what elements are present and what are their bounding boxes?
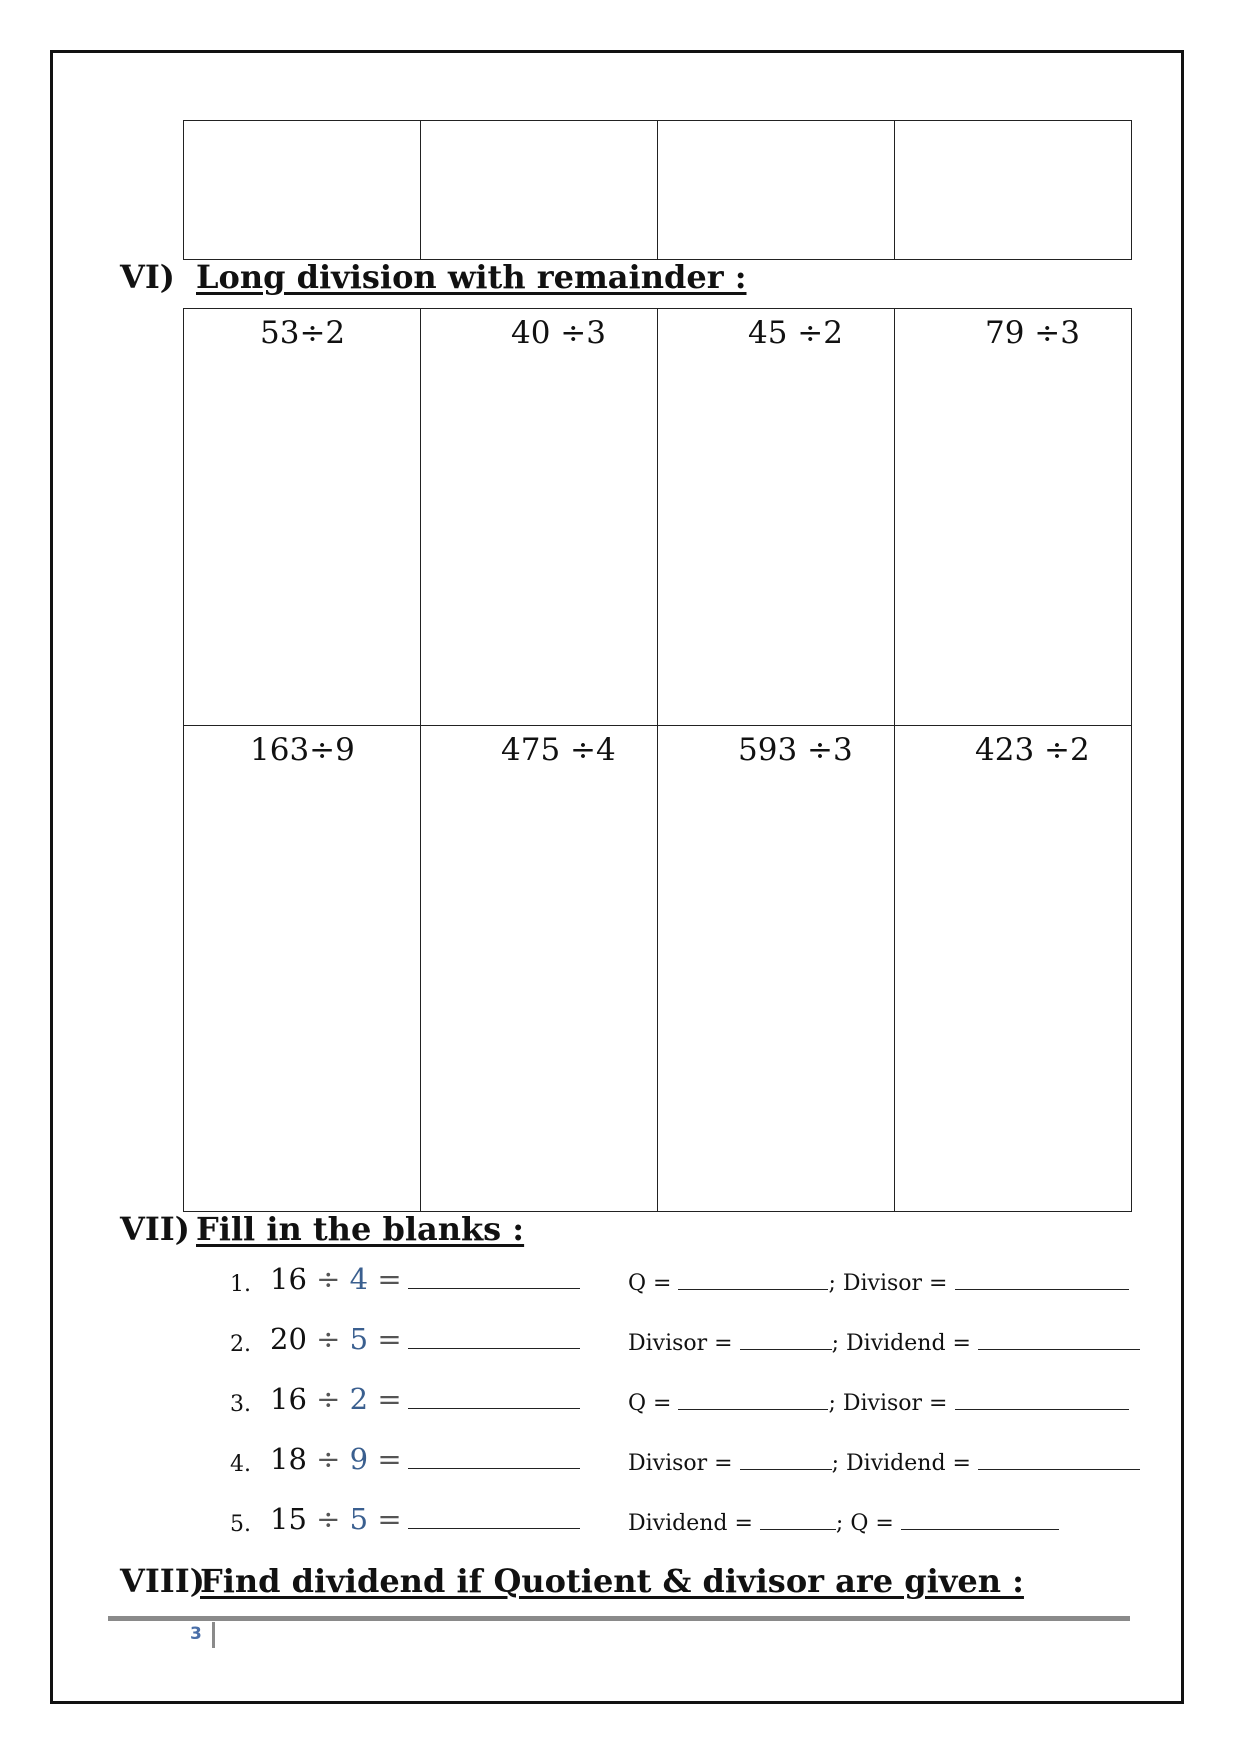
answer-blank[interactable] xyxy=(408,1324,580,1349)
section-title: Fill in the blanks : xyxy=(196,1210,525,1248)
section-number: VI) xyxy=(120,258,175,296)
division-problem: 475 ÷4 xyxy=(501,732,616,768)
divisor: 4 xyxy=(349,1262,369,1296)
equals-sign: = xyxy=(377,1382,402,1416)
blank-label: ; Q = xyxy=(835,1511,901,1536)
blank-label: ; Dividend = xyxy=(831,1331,978,1356)
answer-blank[interactable] xyxy=(408,1504,580,1529)
answer-blank[interactable] xyxy=(678,1391,828,1410)
blank-label: ; Divisor = xyxy=(828,1271,955,1296)
divide-sign: ÷ xyxy=(316,1262,341,1296)
fill-right-part xyxy=(628,1511,1059,1536)
division-cell[interactable] xyxy=(658,726,895,1212)
item-number: 2. xyxy=(230,1332,251,1357)
division-problem: 163÷9 xyxy=(250,732,355,768)
division-equation xyxy=(270,1322,580,1356)
section-viii-heading xyxy=(120,1562,1024,1600)
item-number: 1. xyxy=(230,1272,251,1297)
answer-table-top xyxy=(183,120,1132,260)
division-cell[interactable] xyxy=(184,309,421,726)
dividend: 20 xyxy=(270,1322,307,1356)
answer-blank[interactable] xyxy=(901,1511,1059,1530)
division-cell[interactable] xyxy=(421,726,658,1212)
answer-blank[interactable] xyxy=(760,1511,836,1530)
divide-sign: ÷ xyxy=(316,1382,341,1416)
division-equation xyxy=(270,1442,580,1476)
blank-label: ; Divisor = xyxy=(828,1391,955,1416)
divisor: 2 xyxy=(349,1382,369,1416)
page-number: 3 xyxy=(190,1624,202,1644)
section-number: VII) xyxy=(120,1210,190,1248)
division-problem: 40 ÷3 xyxy=(511,315,606,351)
blank-label: Dividend = xyxy=(628,1511,760,1536)
item-number: 3. xyxy=(230,1392,251,1417)
answer-cell[interactable] xyxy=(895,121,1132,260)
blank-label: Q = xyxy=(628,1391,679,1416)
answer-blank[interactable] xyxy=(978,1331,1140,1350)
division-problem: 593 ÷3 xyxy=(738,732,853,768)
blank-label: Divisor = xyxy=(628,1451,740,1476)
division-cell[interactable] xyxy=(895,309,1132,726)
blank-label: Divisor = xyxy=(628,1331,740,1356)
division-equation xyxy=(270,1382,580,1416)
section-vii-heading xyxy=(120,1210,524,1248)
item-number: 5. xyxy=(230,1512,251,1537)
answer-cell[interactable] xyxy=(421,121,658,260)
division-cell[interactable] xyxy=(421,309,658,726)
blank-label: Q = xyxy=(628,1271,679,1296)
division-problem: 45 ÷2 xyxy=(748,315,843,351)
answer-blank[interactable] xyxy=(408,1444,580,1469)
divisor: 5 xyxy=(349,1502,369,1536)
equals-sign: = xyxy=(377,1262,402,1296)
divide-sign: ÷ xyxy=(316,1322,341,1356)
division-problem: 423 ÷2 xyxy=(975,732,1090,768)
answer-blank[interactable] xyxy=(408,1384,580,1409)
answer-cell[interactable] xyxy=(658,121,895,260)
page-number-divider xyxy=(212,1622,215,1648)
division-equation xyxy=(270,1262,580,1296)
item-number: 4. xyxy=(230,1452,251,1477)
answer-blank[interactable] xyxy=(978,1451,1140,1470)
answer-blank[interactable] xyxy=(408,1264,580,1289)
answer-blank[interactable] xyxy=(955,1391,1129,1410)
section-vi-heading xyxy=(120,258,747,296)
section-title: Find dividend if Quotient & divisor are given : xyxy=(200,1562,1024,1600)
divisor: 9 xyxy=(349,1442,369,1476)
equals-sign: = xyxy=(377,1322,402,1356)
answer-blank[interactable] xyxy=(678,1271,828,1290)
divide-sign: ÷ xyxy=(316,1442,341,1476)
answer-blank[interactable] xyxy=(955,1271,1129,1290)
fill-right-part xyxy=(628,1331,1140,1356)
divisor: 5 xyxy=(349,1322,369,1356)
dividend: 16 xyxy=(270,1262,307,1296)
equals-sign: = xyxy=(377,1442,402,1476)
section-title: Long division with remainder : xyxy=(196,258,747,296)
division-cell[interactable] xyxy=(184,726,421,1212)
dividend: 16 xyxy=(270,1382,307,1416)
section-number: VIII) xyxy=(120,1562,205,1600)
long-division-table xyxy=(183,308,1132,1212)
division-cell[interactable] xyxy=(895,726,1132,1212)
answer-blank[interactable] xyxy=(740,1451,832,1470)
answer-blank[interactable] xyxy=(740,1331,832,1350)
answer-cell[interactable] xyxy=(184,121,421,260)
blank-label: ; Dividend = xyxy=(831,1451,978,1476)
fill-right-part xyxy=(628,1451,1140,1476)
dividend: 18 xyxy=(270,1442,307,1476)
dividend: 15 xyxy=(270,1502,307,1536)
fill-right-part xyxy=(628,1391,1129,1416)
divide-sign: ÷ xyxy=(316,1502,341,1536)
division-equation xyxy=(270,1502,580,1536)
division-problem: 79 ÷3 xyxy=(985,315,1080,351)
footer-rule xyxy=(108,1616,1130,1621)
division-problem: 53÷2 xyxy=(260,315,346,351)
fill-right-part xyxy=(628,1271,1129,1296)
equals-sign: = xyxy=(377,1502,402,1536)
division-cell[interactable] xyxy=(658,309,895,726)
